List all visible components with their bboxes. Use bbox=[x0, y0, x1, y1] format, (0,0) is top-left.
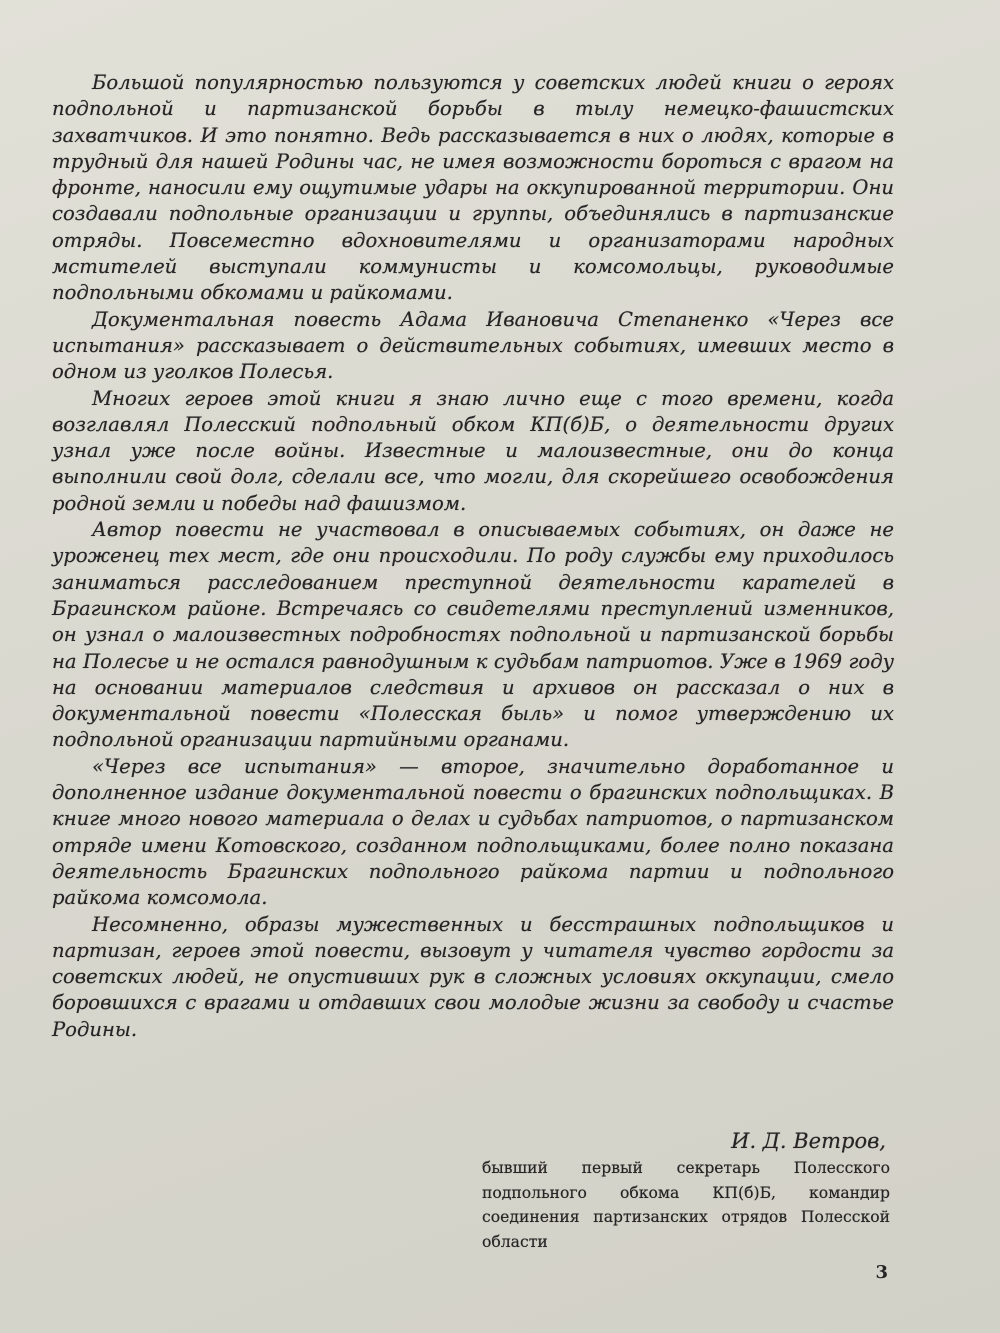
paragraph-3: Многих героев этой книги я знаю лично еще с того времени, когда возглавлял Полесский подпольный обком КП(б)Б, о деятельности других узнал уже после войны. Известные и малоизвестные, они до конца выполнили свой долг, сделали все, что могли, для скорейшего освобождения родной земли и победы над фашизмом. bbox=[52, 386, 894, 515]
paragraph-6: Несомненно, образы мужественных и бесстрашных подпольщиков и партизан, героев этой повести, вызовут у читателя чувство гордости за советских людей, не опустивших рук в сложных условиях оккупации, смело боровшихся с врагами и отдавших свои молодые жизни за свободу и счастье Родины. bbox=[52, 912, 894, 1041]
signature-name: И. Д. Ветров, bbox=[731, 1129, 886, 1153]
paragraph-5: «Через все испытания» — второе, значительно доработанное и дополненное издание документальной повести о брагинских подпольщиках. В книге много нового материала о делах и судьбах патриотов, о партизанском отряде имени Котовского, созданном подпольщиками, более полно показана деятельность Брагинских подпольного райкома партии и подпольного райкома комсомола. bbox=[52, 754, 894, 910]
main-text bbox=[52, 70, 894, 1043]
signature-description: бывший первый секретарь Полесского подпольного обкома КП(б)Б, командир соединения партизанских отрядов Полесской области bbox=[482, 1159, 890, 1251]
signature-block bbox=[482, 1128, 890, 1254]
page-number: 3 bbox=[875, 1262, 888, 1283]
paragraph-2: Документальная повесть Адама Ивановича Степаненко «Через все испытания» рассказывает о действительных событиях, имевших место в одном из уголков Полесья. bbox=[52, 307, 894, 384]
paragraph-4: Автор повести не участвовал в описываемых событиях, он даже не уроженец тех мест, где они происходили. По роду службы ему приходилось заниматься расследованием преступной деятельности карателей в Брагинском районе. Встречаясь со свидетелями преступлений изменников, он узнал о малоизвестных подробностях подпольной и партизанской борьбы на Полесье и не остался равнодушным к судьбам патриотов. Уже в 1969 году на основании материалов следствия и архивов он рассказал о них в документальной повести «Полесская быль» и помог утверждению их подпольной организации партийными органами. bbox=[52, 518, 894, 752]
paragraph-1: Большой популярностью пользуются у советских людей книги о героях подпольной и партизанской борьбы в тылу немецко-фашистских захватчиков. И это понятно. Ведь рассказывается в них о людях, которые в трудный для нашей Родины час, не имея возможности бороться с врагом на фронте, наносили ему ощутимые удары на оккупированной территории. Они создавали подпольные организации и группы, объединялись в партизанские отряды. Повсеместно вдохновителями и организаторами народных мстителей выступали коммунисты и комсомольцы, руководимые подпольными обкомами и райкомами. bbox=[52, 71, 894, 305]
